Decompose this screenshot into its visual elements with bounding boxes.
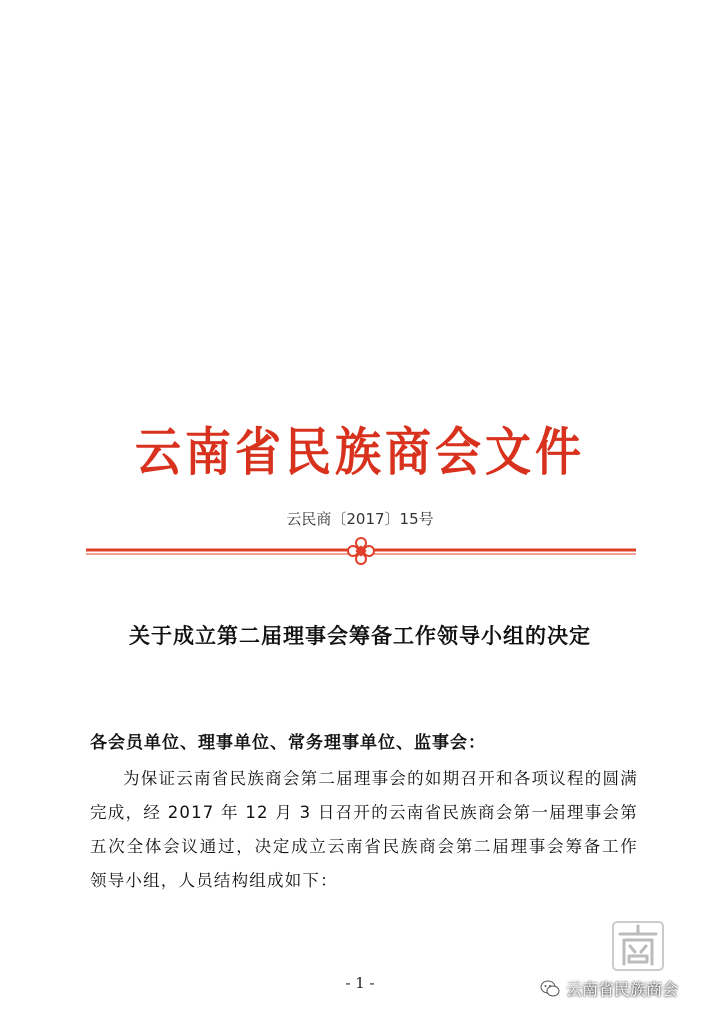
red-divider [86, 537, 636, 565]
document-number: 云民商〔2017〕15号 [286, 510, 434, 528]
wechat-icon [540, 980, 560, 998]
wechat-account-name: 云南省民族商会 [566, 980, 679, 999]
salutation: 各会员单位、理事单位、常务理事单位、监事会： [90, 733, 486, 753]
shang-seal-icon [611, 920, 665, 972]
ornament-icon [348, 538, 374, 564]
document-title: 关于成立第二届理事会筹备工作领导小组的决定 [129, 623, 591, 648]
wechat-watermark [540, 977, 678, 1000]
body-paragraph: 为保证云南省民族商会第二届理事会的如期召开和各项议程的圆满完成，经 2017 年 12 月 3 日召开的云南省民族商会第一届理事会第五次全体会议通过，决定成立云南省民族商会第二届理事会筹备工作领导小组，人员结构组成如下： [90, 769, 638, 890]
document-header: 云南省民族商会文件 [135, 422, 585, 483]
page-number: - 1 - [345, 974, 375, 992]
